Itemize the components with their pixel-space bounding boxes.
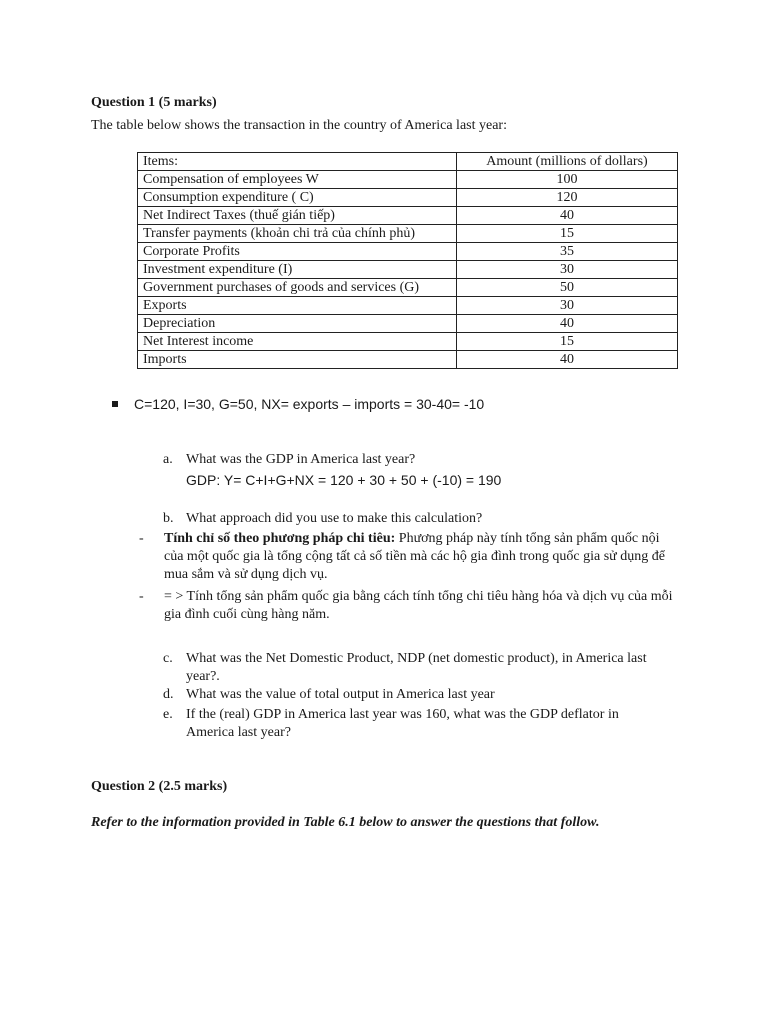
table-row: [138, 261, 678, 279]
question-e: [163, 706, 666, 742]
answer-b-point-2-text: = > Tính tổng sản phẩm quốc gia bằng cách tính tổng chi tiêu hàng hóa và dịch vụ của mỗi gia đình cuối cùng hàng năm.: [164, 589, 673, 622]
question-1-intro: The table below shows the transaction in the country of America last year:: [91, 118, 507, 133]
table-row: [138, 189, 678, 207]
amount-cell: 100: [457, 171, 678, 189]
item-cell: Compensation of employees W: [138, 171, 457, 189]
table-row: [138, 243, 678, 261]
table-row: [138, 225, 678, 243]
table-row: [138, 315, 678, 333]
item-cell: Depreciation: [138, 315, 457, 333]
amount-cell: 35: [457, 243, 678, 261]
item-cell: Corporate Profits: [138, 243, 457, 261]
bullet-summary-text: C=120, I=30, G=50, NX= exports – imports = 30-40= -10: [134, 396, 485, 412]
question-a-text: What was the GDP in America last year?: [186, 452, 416, 467]
answer-b-point-1: [139, 530, 679, 584]
amount-cell: 40: [457, 315, 678, 333]
amount-cell: 120: [457, 189, 678, 207]
question-a: [163, 451, 666, 469]
table-row: [138, 351, 678, 369]
answer-b-point-1-text: Phương pháp này tính tổng sản phẩm quốc nội của một quốc gia là tổng cộng tất cả số tiền mà các hộ gia đình trong quốc gia sử dụng để mua sắm và sử dụng dịch vụ.: [164, 531, 665, 582]
amount-cell: 40: [457, 207, 678, 225]
item-cell: Government purchases of goods and services (G): [138, 279, 457, 297]
bullet-summary: [112, 395, 484, 413]
question-a-answer: GDP: Y= C+I+G+NX = 120 + 30 + 50 + (-10) = 190: [186, 472, 502, 488]
table-row: [138, 171, 678, 189]
question-d-marker: d.: [163, 687, 174, 702]
question-e-text: If the (real) GDP in America last year was 160, what was the GDP deflator in America last year?: [186, 707, 619, 740]
question-c-marker: c.: [163, 651, 173, 666]
item-cell: Exports: [138, 297, 457, 315]
question-a-marker: a.: [163, 452, 173, 467]
item-cell: Consumption expenditure ( C): [138, 189, 457, 207]
amount-cell: 50: [457, 279, 678, 297]
question-b: [163, 510, 666, 528]
dash-marker: -: [139, 531, 144, 546]
answer-b-point-2: [139, 588, 679, 624]
question-d: [163, 686, 666, 704]
item-cell: Investment expenditure (I): [138, 261, 457, 279]
question-d-text: What was the value of total output in America last year: [186, 687, 495, 702]
item-cell: Net Interest income: [138, 333, 457, 351]
item-cell: Transfer payments (khoản chi trả của chính phủ): [138, 225, 457, 243]
dash-marker: -: [139, 589, 144, 604]
answer-b-point-1-title: Tính chỉ số theo phương pháp chi tiêu:: [164, 531, 396, 546]
item-cell: Imports: [138, 351, 457, 369]
amount-cell: 15: [457, 225, 678, 243]
question-e-marker: e.: [163, 707, 173, 722]
amount-cell: 30: [457, 297, 678, 315]
amount-cell: 15: [457, 333, 678, 351]
amount-cell: 30: [457, 261, 678, 279]
question-c: [163, 650, 666, 686]
item-cell: Net Indirect Taxes (thuế gián tiếp): [138, 207, 457, 225]
table-row: [138, 333, 678, 351]
question-c-text: What was the Net Domestic Product, NDP (net domestic product), in America last year?.: [186, 651, 647, 684]
table-header-row: [138, 153, 678, 171]
amount-cell: 40: [457, 351, 678, 369]
question-1-heading: Question 1 (5 marks): [91, 95, 217, 110]
transactions-table: [137, 152, 678, 369]
column-header-amount: Amount (millions of dollars): [457, 153, 678, 171]
square-bullet-icon: [112, 401, 118, 407]
question-b-marker: b.: [163, 511, 174, 526]
column-header-items: Items:: [138, 153, 457, 171]
question-b-text: What approach did you use to make this calculation?: [186, 511, 483, 526]
question-2-heading: Question 2 (2.5 marks): [91, 779, 228, 794]
table-row: [138, 279, 678, 297]
table-row: [138, 297, 678, 315]
question-2-instruction: Refer to the information provided in Table 6.1 below to answer the questions that follow.: [91, 815, 600, 830]
table-row: [138, 207, 678, 225]
